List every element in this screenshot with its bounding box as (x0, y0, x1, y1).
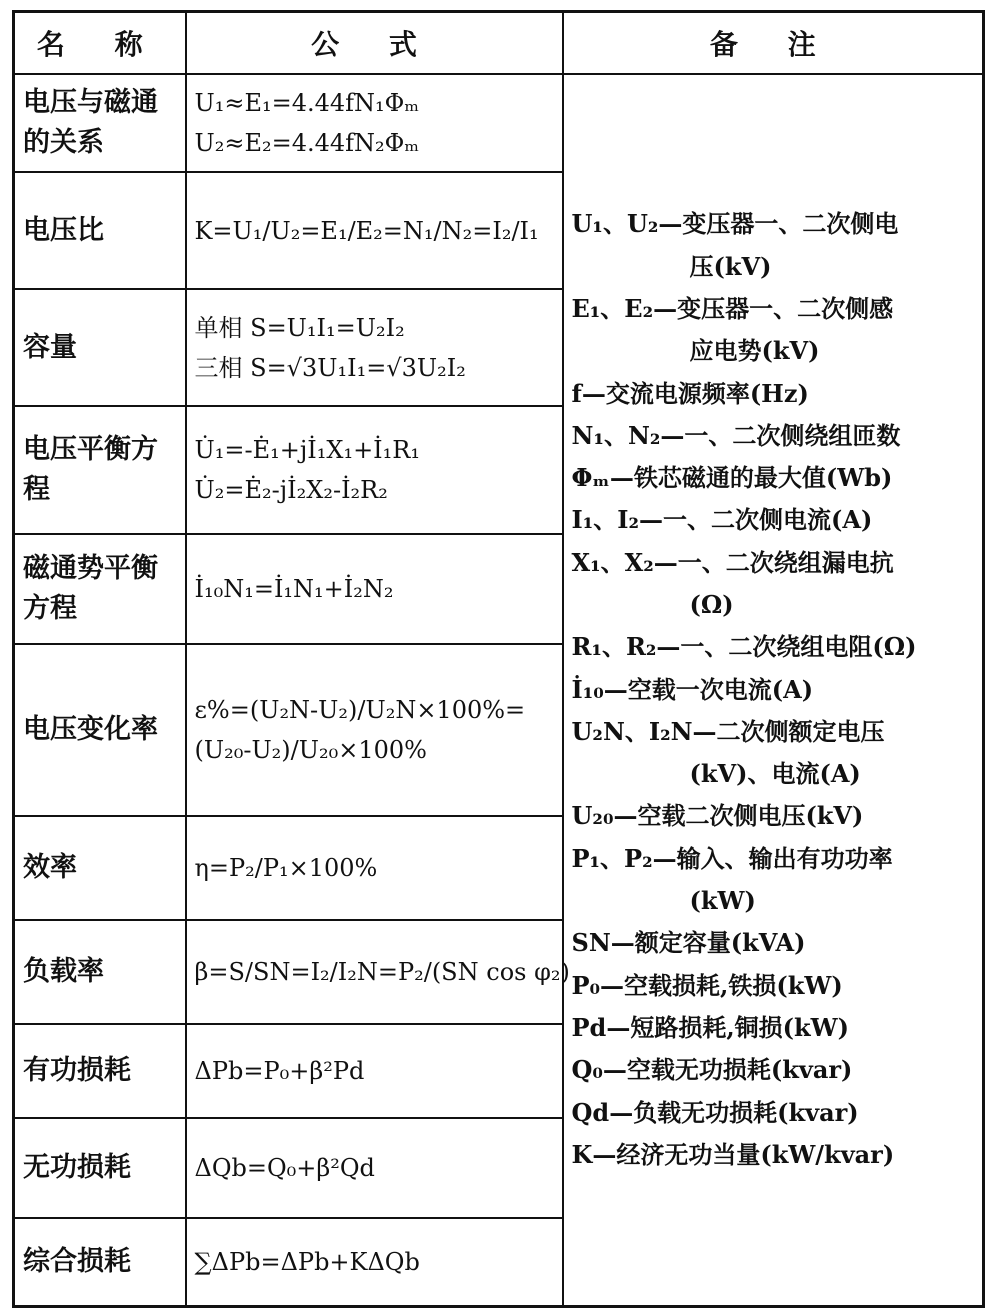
formula-line: U̇₂=Ė₂-jİ₂X₂-İ₂R₂ (194, 476, 388, 504)
note-line: f—交流电源频率(Hz) (571, 378, 809, 408)
row-name: 有功损耗 (14, 1024, 186, 1118)
note-line: U₂₀—空载二次侧电压(kV) (571, 801, 864, 831)
note-line: Pd—短路损耗,铜损(kW) (571, 1012, 849, 1042)
row-formula: K=U₁/U₂=E₁/E₂=N₁/N₂=I₂/I₁ (186, 172, 563, 289)
formula-line: U̇₁=-Ė₁+jİ₁X₁+İ₁R₁ (194, 436, 420, 464)
formula-line: U₁≈E₁=4.44fN₁Φₘ (194, 89, 420, 117)
notes-list (572, 203, 975, 1176)
header-name: 名 称 (14, 12, 186, 75)
note-line: (kW) (689, 886, 756, 916)
note-line: 压(kV) (689, 251, 772, 281)
header-notes: 备 注 (563, 12, 984, 75)
row-name: 磁通势平衡方程 (14, 534, 186, 644)
row-name: 负载率 (14, 920, 186, 1024)
table-row (14, 74, 984, 172)
row-formula (186, 406, 563, 534)
header-row (14, 12, 984, 75)
note-line: K—经济无功当量(kW/kvar) (571, 1139, 895, 1169)
notes-cell (563, 74, 984, 1306)
row-formula (186, 289, 563, 406)
row-formula (186, 644, 563, 816)
row-formula (186, 74, 563, 172)
row-formula: β=S/SN=I₂/I₂N=P₂/(SN cos φ₂) (186, 920, 563, 1024)
row-name: 效率 (14, 816, 186, 920)
row-name: 综合损耗 (14, 1218, 186, 1306)
formula-line: ε%=(U₂N-U₂)/U₂N×100%= (194, 696, 526, 724)
row-formula: ΔQb=Q₀+β²Qd (186, 1118, 563, 1218)
note-line: U₂N、I₂N—二次侧额定电压 (571, 716, 885, 746)
note-line: N₁、N₂—一、二次侧绕组匝数 (571, 420, 901, 450)
note-line: İ₁₀—空载一次电流(A) (571, 674, 814, 704)
note-line: R₁、R₂—一、二次绕组电阻(Ω) (571, 632, 917, 662)
note-line: P₁、P₂—输入、输出有功功率 (571, 843, 893, 873)
note-line: Qd—负载无功损耗(kvar) (571, 1097, 859, 1127)
row-name: 电压比 (14, 172, 186, 289)
note-line: (Ω) (689, 590, 734, 619)
note-line: P₀—空载损耗,铁损(kW) (571, 970, 843, 1000)
formula-line: 单相 S=U₁I₁=U₂I₂ (194, 313, 405, 342)
note-line: 应电势(kV) (689, 336, 820, 366)
row-name: 电压变化率 (14, 644, 186, 816)
note-line: (kV)、电流(A) (689, 759, 861, 789)
note-line: X₁、X₂—一、二次绕组漏电抗 (571, 547, 894, 577)
note-line: U₁、U₂—变压器一、二次侧电 (571, 209, 899, 239)
note-line: E₁、E₂—变压器一、二次侧感 (571, 293, 894, 323)
note-line: SN—额定容量(kVA) (571, 928, 806, 958)
formula-line: U₂≈E₂=4.44fN₂Φₘ (194, 129, 420, 157)
row-formula: ΔPb=P₀+β²Pd (186, 1024, 563, 1118)
row-formula: ∑ΔPb=ΔPb+KΔQb (186, 1218, 563, 1306)
header-formula: 公 式 (186, 12, 563, 75)
formula-table (12, 10, 985, 1308)
note-line: Q₀—空载无功损耗(kvar) (571, 1055, 853, 1085)
row-formula: İ₁₀N₁=İ₁N₁+İ₂N₂ (186, 534, 563, 644)
formula-line: 三相 S=√3U₁I₁=√3U₂I₂ (194, 353, 466, 382)
row-formula: η=P₂/P₁×100% (186, 816, 563, 920)
row-name: 无功损耗 (14, 1118, 186, 1218)
note-line: I₁、I₂—一、二次侧电流(A) (571, 505, 873, 535)
row-name: 容量 (14, 289, 186, 406)
formula-line: (U₂₀-U₂)/U₂₀×100% (194, 736, 427, 764)
note-line: Φₘ—铁芯磁通的最大值(Wb) (571, 463, 893, 493)
row-name: 电压与磁通的关系 (14, 74, 186, 172)
row-name: 电压平衡方程 (14, 406, 186, 534)
